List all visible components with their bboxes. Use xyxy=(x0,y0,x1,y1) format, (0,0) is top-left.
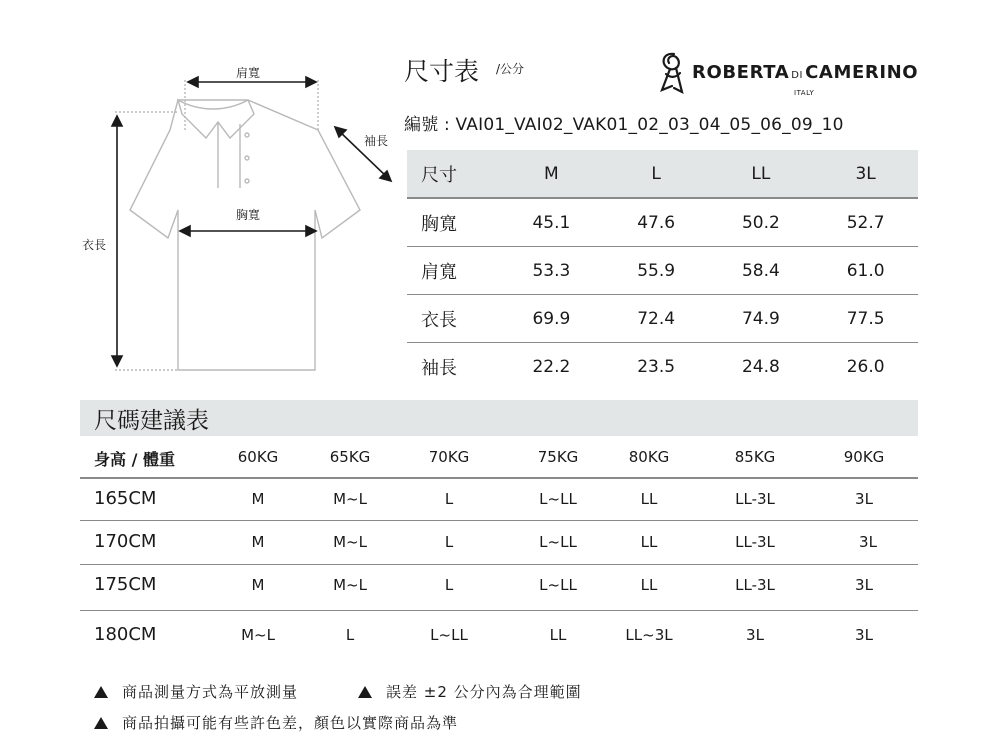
divider xyxy=(80,520,918,521)
table-cell: M xyxy=(251,490,265,508)
table-cell: 50.2 xyxy=(709,198,814,247)
table-cell: M xyxy=(251,576,265,594)
height-label: 180CM xyxy=(94,624,157,645)
note-measurement: 商品測量方式為平放測量 xyxy=(94,681,298,702)
table-cell: L xyxy=(444,576,454,594)
table-cell: L~LL xyxy=(539,576,577,594)
height-label: 170CM xyxy=(94,531,157,552)
table-cell: 52.7 xyxy=(813,198,918,247)
table-cell: 3L xyxy=(859,533,877,551)
table-row xyxy=(407,343,918,391)
table-cell: 26.0 xyxy=(846,356,885,377)
table-cell: 23.5 xyxy=(637,356,676,377)
divider xyxy=(80,564,918,565)
table-cell: 24.8 xyxy=(741,356,780,377)
table-cell: LL~3L xyxy=(625,626,673,644)
table-cell: 3L xyxy=(855,626,873,644)
table-cell: 3L xyxy=(746,626,764,644)
row-label: 肩寬 xyxy=(407,247,499,295)
weight-header: 75KG xyxy=(537,448,579,466)
table-cell: 22.2 xyxy=(532,356,571,377)
size-header-cell: LL xyxy=(709,150,814,198)
divider xyxy=(80,610,918,611)
row-label: 胸寬 xyxy=(407,198,499,247)
table-cell: L~LL xyxy=(539,533,577,551)
size-header-label: 尺寸 xyxy=(407,150,499,198)
table-row xyxy=(407,295,918,343)
recommendation-header-label: 身高 / 體重 xyxy=(94,450,175,469)
table-row xyxy=(407,198,918,247)
weight-header: 80KG xyxy=(628,448,670,466)
table-cell: M~L xyxy=(333,533,367,551)
table-cell: LL xyxy=(549,626,567,644)
table-cell: LL xyxy=(640,533,658,551)
table-cell: L xyxy=(444,533,454,551)
size-table-header xyxy=(407,150,918,198)
row-label: 袖長 xyxy=(421,357,457,379)
table-cell: M~L xyxy=(241,626,275,644)
model-number: 編號 : VAI01_VAI02_VAK01_02_03_04_05_06_09_10 xyxy=(404,115,844,135)
table-cell: M xyxy=(251,533,265,551)
table-cell: 55.9 xyxy=(604,247,709,295)
table-cell: L xyxy=(345,626,355,644)
shirt-diagram xyxy=(60,60,400,390)
brand-country: ITALY xyxy=(794,89,815,97)
page-title: 尺寸表 xyxy=(404,57,480,86)
divider xyxy=(80,477,918,479)
table-cell: 58.4 xyxy=(709,247,814,295)
table-cell: 69.9 xyxy=(499,295,604,343)
table-row xyxy=(407,247,918,295)
table-cell: 53.3 xyxy=(499,247,604,295)
table-cell: 3L xyxy=(855,576,873,594)
chest-width-label: 胸寬 xyxy=(236,208,261,222)
size-header-cell: 3L xyxy=(813,150,918,198)
triangle-bullet-icon xyxy=(358,686,372,698)
table-cell: M~L xyxy=(333,490,367,508)
triangle-bullet-icon xyxy=(94,686,108,698)
height-label: 175CM xyxy=(94,574,157,595)
unit-label: /公分 xyxy=(496,62,525,76)
table-cell: L~LL xyxy=(539,490,577,508)
table-cell: M~L xyxy=(333,576,367,594)
weight-header: 70KG xyxy=(428,448,470,466)
weight-header: 85KG xyxy=(734,448,776,466)
table-cell: L xyxy=(444,490,454,508)
table-cell: L~LL xyxy=(430,626,468,644)
size-header-cell: L xyxy=(604,150,709,198)
brand-name: ROBERTA DI CAMERINO xyxy=(692,62,919,83)
table-cell: LL-3L xyxy=(735,533,775,551)
note-color: 商品拍攝可能有些許色差，顏色以實際商品為準 xyxy=(94,712,458,733)
height-label: 165CM xyxy=(94,488,157,509)
table-cell: 74.9 xyxy=(709,295,814,343)
shoulder-width-label: 肩寬 xyxy=(236,66,261,80)
weight-header: 90KG xyxy=(843,448,885,466)
body-length-label: 衣長 xyxy=(82,238,107,252)
table-cell: 47.6 xyxy=(604,198,709,247)
size-table xyxy=(407,150,918,390)
triangle-bullet-icon xyxy=(94,717,108,729)
table-cell: 45.1 xyxy=(499,198,604,247)
recommendation-title: 尺碼建議表 xyxy=(94,408,209,434)
sleeve-length-label: 袖長 xyxy=(364,134,389,148)
table-cell: 61.0 xyxy=(813,247,918,295)
shirt-outline xyxy=(130,100,360,370)
table-cell: LL xyxy=(640,490,658,508)
table-cell: LL xyxy=(640,576,658,594)
table-cell: LL-3L xyxy=(735,576,775,594)
table-cell: 72.4 xyxy=(604,295,709,343)
table-cell: 3L xyxy=(855,490,873,508)
table-cell: LL-3L xyxy=(735,490,775,508)
weight-header: 60KG xyxy=(237,448,279,466)
size-header-cell: M xyxy=(499,150,604,198)
note-tolerance: 誤差 ±2 公分內為合理範圍 xyxy=(358,681,582,702)
shirt-collar xyxy=(178,100,254,138)
table-cell: 77.5 xyxy=(813,295,918,343)
weight-header: 65KG xyxy=(329,448,371,466)
row-label: 衣長 xyxy=(407,295,499,343)
